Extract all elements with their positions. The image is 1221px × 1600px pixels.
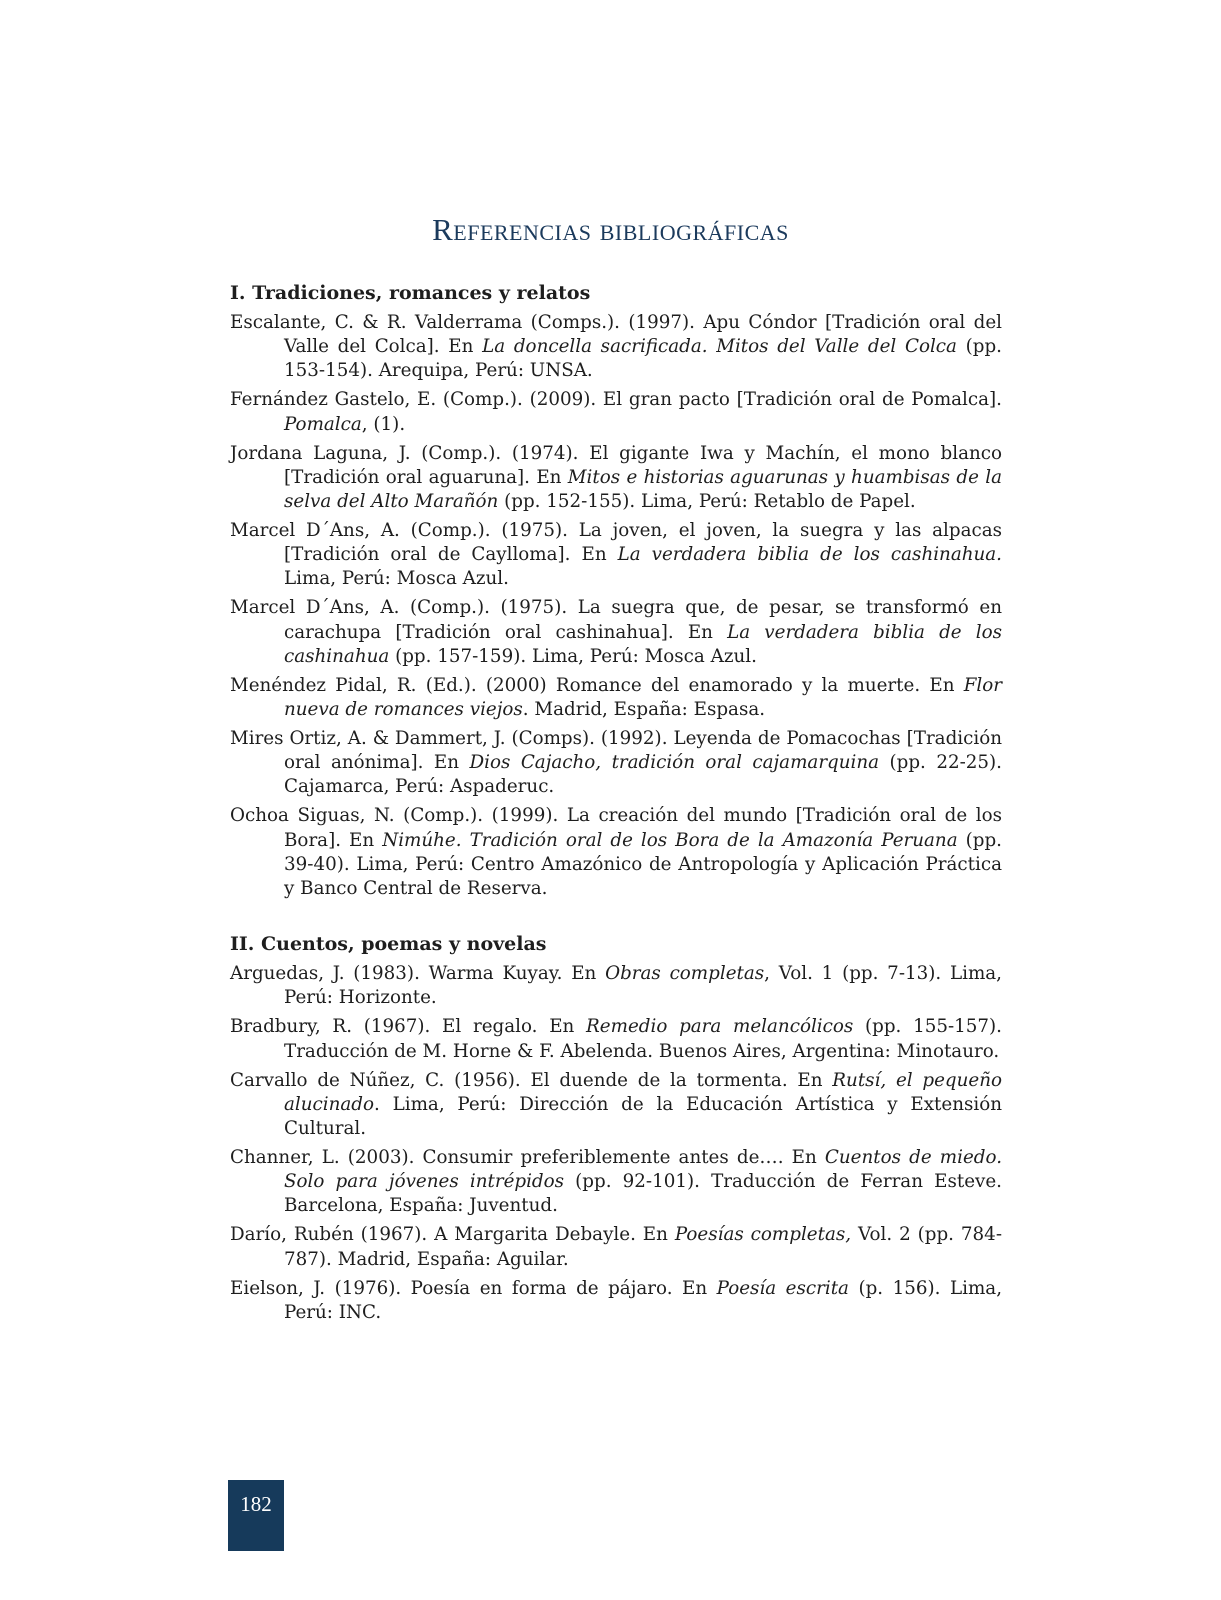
reference-entry xyxy=(230,804,1002,901)
reference-list xyxy=(230,311,1002,901)
reference-text: (p. 156). Lima, Perú: INC. xyxy=(284,1277,1003,1323)
reference-text: (pp. 153-154). Arequipa, Perú: UNSA. xyxy=(284,336,1002,382)
page-number-badge xyxy=(228,1480,284,1551)
reference-title-text: Mitos e historias aguarunas y huambisas de la selva del Alto Marañón xyxy=(284,466,1003,513)
reference-entry xyxy=(230,674,1002,722)
reference-entry xyxy=(230,596,1002,669)
reference-text: (pp. 152-155). Lima, Perú: Retablo de Papel. xyxy=(498,491,916,513)
reference-title-text: Rutsí, el pequeño alucinado xyxy=(284,1069,1002,1115)
reference-title-text: La doncella sacrificada. Mitos del Valle del Colca xyxy=(482,336,957,358)
reference-text: Ochoa Siguas, N. (Comp.). (1999). La creación del mundo [Tradición oral de los Bora]. En xyxy=(230,805,1002,851)
reference-entry xyxy=(230,442,1002,515)
reference-text: , Vol. 1 (pp. 7-13). Lima, Perú: Horizonte. xyxy=(284,963,1002,1009)
page-title: Referencias bibliográficas xyxy=(432,212,789,247)
reference-entry xyxy=(230,1223,1002,1271)
reference-title-text: Flor nueva de romances viejos xyxy=(284,674,1002,721)
reference-title-text: Obras completas xyxy=(605,963,765,985)
reference-text: (pp. 157-159). Lima, Perú: Mosca Azul. xyxy=(389,645,757,667)
reference-title-text: La verdadera biblia de los cashinahua xyxy=(284,621,1002,667)
reference-text: Eielson, J. (1976). Poesía en forma de pájaro. En xyxy=(230,1277,717,1299)
reference-list xyxy=(230,962,1002,1325)
reference-title-text: Poesía escrita xyxy=(716,1277,849,1299)
reference-entry xyxy=(230,962,1002,1010)
reference-title-text: Dios Cajacho, tradición oral cajamarquina xyxy=(469,752,880,774)
reference-title-text: Nimúhe. Tradición oral de los Bora de la Amazonía Peruana xyxy=(382,829,958,851)
reference-text: . Lima, Perú: Dirección de la Educación Artística y Extensión Cultural. xyxy=(284,1093,1002,1140)
reference-entry xyxy=(230,1069,1002,1142)
reference-text: (pp. 155-157). Traducción de M. Horne & F. Abelenda. Buenos Aires, Argentina: Minotauro. xyxy=(284,1016,1002,1062)
section-tradiciones xyxy=(230,280,1002,901)
reference-text: Mires Ortiz, A. & Dammert, J. (Comps). (1992). Leyenda de Pomacochas [Tradición oral anónima]. En xyxy=(230,728,1002,774)
reference-title-text: Cuentos de miedo. Solo para jóvenes intrépidos xyxy=(284,1147,1003,1193)
reference-text: Menéndez Pidal, R. (Ed.). (2000) Romance del enamorado y la muerte. En xyxy=(230,674,964,696)
reference-entry xyxy=(230,311,1002,384)
section-heading: II. Cuentos, poemas y novelas xyxy=(230,933,547,956)
reference-text: Marcel D´Ans, A. (Comp.). (1975). La suegra que, de pesar, se transformó en carachupa [Tradición oral cashinahua]. En xyxy=(230,597,1002,643)
reference-title-text: Pomalca xyxy=(284,413,362,435)
reference-text: Fernández Gastelo, E. (Comp.). (2009). El gran pacto [Tradición oral de Pomalca]. xyxy=(230,389,1002,411)
reference-entry xyxy=(230,519,1002,592)
reference-title-text: Remedio para melancólicos xyxy=(586,1016,854,1038)
reference-title-text: La verdadera biblia de los cashinahua. xyxy=(617,544,1002,566)
reference-text: (pp. 22-25). Cajamarca, Perú: Aspaderuc. xyxy=(284,752,1002,798)
page-number: 182 xyxy=(240,1492,272,1516)
reference-text: Lima, Perú: Mosca Azul. xyxy=(284,568,509,590)
reference-text: Carvallo de Núñez, C. (1956). El duende de la tormenta. En xyxy=(230,1069,833,1091)
reference-text: , (1). xyxy=(361,413,406,435)
reference-text: Darío, Rubén (1967). A Margarita Debayle. En xyxy=(230,1224,675,1246)
reference-text: Marcel D´Ans, A. (Comp.). (1975). La joven, el joven, la suegra y las alpacas [Tradición oral de Caylloma]. En xyxy=(230,520,1002,566)
reference-text: Jordana Laguna, J. (Comp.). (1974). El gigante Iwa y Machín, el mono blanco [Tradición oral aguaruna]. En xyxy=(230,442,1002,488)
section-heading: I. Tradiciones, romances y relatos xyxy=(230,282,591,304)
reference-title-text: Poesías completas, xyxy=(674,1224,852,1246)
section-cuentos xyxy=(230,931,1002,1325)
reference-entry xyxy=(230,1015,1002,1063)
reference-text: Escalante, C. & R. Valderrama (Comps.). (1997). Apu Cóndor [Tradición oral del Valle del Colca]. En xyxy=(230,312,1002,358)
reference-entry xyxy=(230,1277,1002,1325)
reference-text: Vol. 2 (pp. 784-787). Madrid, España: Aguilar. xyxy=(284,1224,1002,1270)
reference-text: Arguedas, J. (1983). Warma Kuyay. En xyxy=(230,963,606,985)
reference-entry xyxy=(230,1146,1002,1219)
reference-text: Bradbury, R. (1967). El regalo. En xyxy=(230,1016,587,1038)
reference-text: . Madrid, España: Espasa. xyxy=(522,699,766,721)
reference-entry xyxy=(230,388,1002,436)
reference-text: (pp. 39-40). Lima, Perú: Centro Amazónico de Antropología y Aplicación Práctica y Banco Central de Reserva. xyxy=(284,829,1002,900)
references-content xyxy=(230,280,1002,1330)
reference-text: (pp. 92-101). Traducción de Ferran Esteve. Barcelona, España: Juventud. xyxy=(284,1171,1002,1217)
reference-text: Channer, L. (2003). Consumir preferiblemente antes de…. En xyxy=(230,1147,825,1169)
reference-entry xyxy=(230,727,1002,800)
